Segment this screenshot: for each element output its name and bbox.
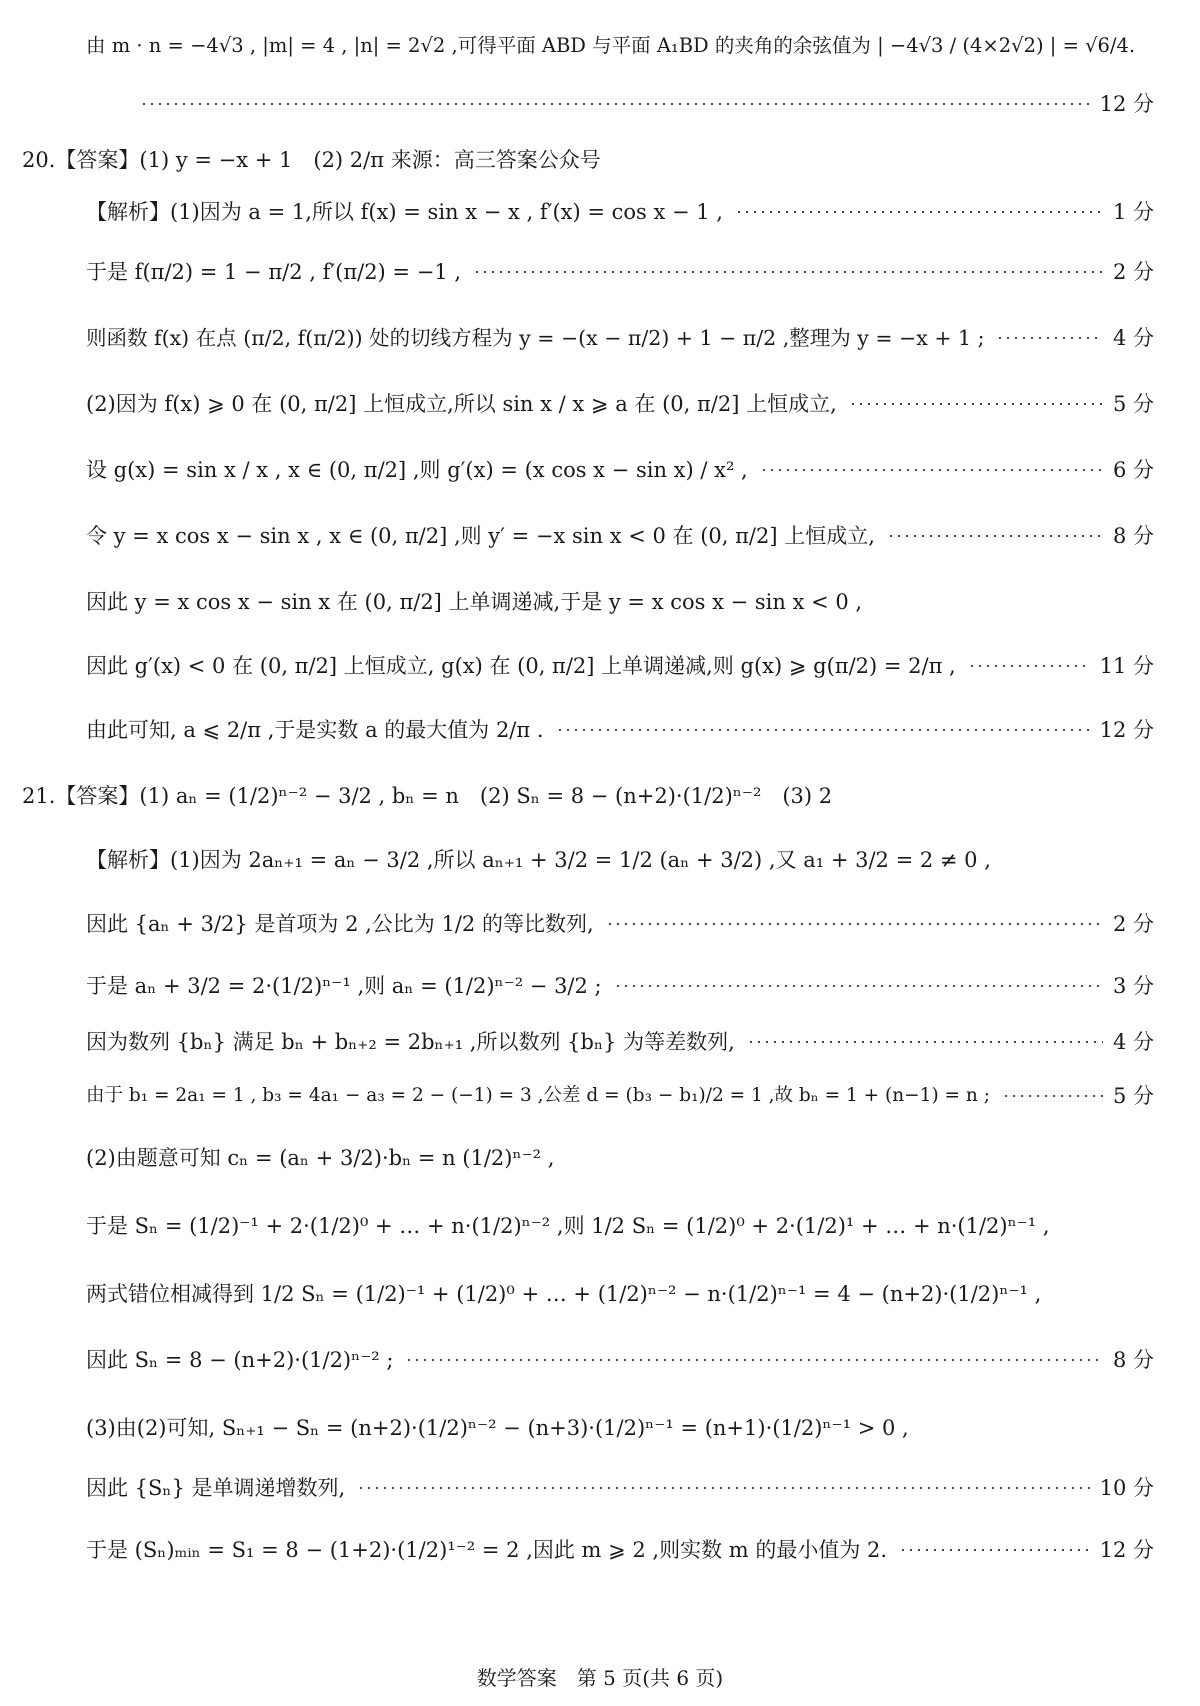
step-text: 因此 g′(x) < 0 在 (0, π/2] 上恒成立, g(x) 在 (0, π/2] 上单调递减,则 g(x) ⩾ g(π/2) = 2/π , [86, 653, 956, 678]
score: 4 分 [1112, 325, 1154, 350]
leader-dots [887, 535, 1103, 537]
top-line-1 [86, 18, 1154, 74]
q21-step [86, 896, 1154, 952]
leader-dots [556, 729, 1090, 731]
step-text: 【解析】(1)因为 2aₙ₊₁ = aₙ − 3/2 ,所以 aₙ₊₁ + 3/2 = 1/2 (aₙ + 3/2) ,又 a₁ + 3/2 = 2 ≠ 0 , [86, 847, 991, 872]
leader-dots [357, 1487, 1089, 1489]
q20-answer-text: 20.【答案】(1) y = −x + 1 (2) 2/π 来源：高三答案公众号 [22, 147, 601, 172]
score: 5 分 [1112, 391, 1154, 416]
q21-step [86, 958, 1154, 1014]
step-text: (2)由题意可知 cₙ = (aₙ + 3/2)·bₙ = n (1/2)ⁿ⁻² , [86, 1145, 555, 1170]
q21-answer [22, 768, 1154, 824]
q21-step [86, 832, 1154, 888]
q21-step [86, 1332, 1154, 1388]
leader-dots [606, 923, 1103, 925]
step-text: 由于 b₁ = 2a₁ = 1 , b₃ = 4a₁ − a₃ = 2 − (−1) = 3 ,公差 d = (b₃ − b₁)/2 = 1 ,故 bₙ = 1 + (n−1) = n ; [86, 1084, 990, 1106]
step-text: 由此可知, a ⩽ 2/π ,于是实数 a 的最大值为 2/π . [86, 717, 544, 742]
step-text: 因此 y = x cos x − sin x 在 (0, π/2] 上单调递减,于是 y = x cos x − sin x < 0 , [86, 589, 863, 614]
leader-dots [614, 985, 1103, 987]
step-text: 因此 {Sₙ} 是单调递增数列, [86, 1475, 346, 1500]
step-text: (3)由(2)可知, Sₙ₊₁ − Sₙ = (n+2)·(1/2)ⁿ⁻² − (n+3)·(1/2)ⁿ⁻¹ = (n+1)·(1/2)ⁿ⁻¹ > 0 , [86, 1415, 909, 1440]
leader-dots [735, 211, 1103, 213]
q20-step [86, 184, 1154, 240]
step-text: 因此 Sₙ = 8 − (n+2)·(1/2)ⁿ⁻² ; [86, 1347, 394, 1372]
q21-step [86, 1400, 1154, 1456]
score: 6 分 [1112, 457, 1154, 482]
leader-dots [760, 469, 1103, 471]
step-text: (2)因为 f(x) ⩾ 0 在 (0, π/2] 上恒成立,所以 sin x / x ⩾ a 在 (0, π/2] 上恒成立, [86, 391, 837, 416]
leader-dots [968, 665, 1090, 667]
score: 12 分 [1099, 91, 1154, 116]
q20-step [86, 702, 1154, 758]
score: 10 分 [1099, 1475, 1154, 1500]
score: 12 分 [1099, 1537, 1154, 1562]
step-text: 于是 (Sₙ)ₘᵢₙ = S₁ = 8 − (1+2)·(1/2)¹⁻² = 2 ,因此 m ⩾ 2 ,则实数 m 的最小值为 2. [86, 1537, 888, 1562]
q20-step [86, 442, 1154, 498]
step-text: 于是 aₙ + 3/2 = 2·(1/2)ⁿ⁻¹ ,则 aₙ = (1/2)ⁿ⁻² − 3/2 ; [86, 973, 602, 998]
q20-step [86, 310, 1154, 366]
score: 2 分 [1112, 259, 1154, 284]
score: 11 分 [1099, 653, 1154, 678]
step-text: 于是 Sₙ = (1/2)⁻¹ + 2·(1/2)⁰ + … + n·(1/2)ⁿ⁻² ,则 1/2 Sₙ = (1/2)⁰ + 2·(1/2)¹ + … + n·(1/2)ⁿ⁻¹ , [86, 1213, 1050, 1238]
q20-step [86, 376, 1154, 432]
step-text: 于是 f(π/2) = 1 − π/2 , f′(π/2) = −1 , [86, 259, 462, 284]
q21-step [86, 1130, 1154, 1186]
q21-answer-text: 21.【答案】(1) aₙ = (1/2)ⁿ⁻² − 3/2 , bₙ = n (2) Sₙ = 8 − (n+2)·(1/2)ⁿ⁻² (3) 2 [22, 783, 833, 808]
score: 5 分 [1112, 1083, 1154, 1108]
step-text: 【解析】(1)因为 a = 1,所以 f(x) = sin x − x , f′(x) = cos x − 1 , [86, 199, 723, 224]
score: 1 分 [1112, 199, 1154, 224]
page-footer: 数学答案 第 5 页(共 6 页) [476, 1666, 724, 1690]
leader-dots [849, 403, 1103, 405]
leader-dots [140, 103, 1090, 105]
step-text: 两式错位相减得到 1/2 Sₙ = (1/2)⁻¹ + (1/2)⁰ + … + (1/2)ⁿ⁻² − n·(1/2)ⁿ⁻¹ = 4 − (n+2)·(1/2)ⁿ⁻¹ , [86, 1281, 1042, 1306]
step-text: 设 g(x) = sin x / x , x ∈ (0, π/2] ,则 g′(x) = (x cos x − sin x) / x² , [86, 457, 748, 482]
q20-step [86, 574, 1154, 630]
q21-step [86, 1198, 1154, 1254]
q21-step [86, 1460, 1154, 1516]
q20-step [86, 244, 1154, 300]
q20-step [86, 508, 1154, 564]
q21-step [86, 1266, 1154, 1322]
score: 12 分 [1099, 717, 1154, 742]
leader-dots [473, 271, 1103, 273]
step-text: 则函数 f(x) 在点 (π/2, f(π/2)) 处的切线方程为 y = −(x − π/2) + 1 − π/2 ,整理为 y = −x + 1 ; [86, 325, 985, 350]
score: 3 分 [1112, 973, 1154, 998]
step-text: 令 y = x cos x − sin x , x ∈ (0, π/2] ,则 y′ = −x sin x < 0 在 (0, π/2] 上恒成立, [86, 523, 875, 548]
step-text: 因为数列 {bₙ} 满足 bₙ + bₙ₊₂ = 2bₙ₊₁ ,所以数列 {bₙ} 为等差数列, [86, 1029, 735, 1054]
score: 4 分 [1112, 1029, 1154, 1054]
leader-dots [747, 1041, 1103, 1043]
leader-dots [996, 337, 1102, 339]
q20-answer [22, 132, 1154, 188]
leader-dots [405, 1359, 1102, 1361]
score: 8 分 [1112, 523, 1154, 548]
leader-dots [899, 1549, 1090, 1551]
top-line-1-text: 由 m · n = −4√3 , |m| = 4 , |n| = 2√2 ,可得平面 ABD 与平面 A₁BD 的夹角的余弦值为 | −4√3 / (4×2√2) | = √6/4. [86, 34, 1136, 58]
q21-step [86, 1068, 1154, 1124]
q21-step [86, 1522, 1154, 1578]
top-line-2 [128, 76, 1154, 132]
q21-step [86, 1014, 1154, 1070]
leader-dots [1002, 1095, 1103, 1097]
score: 2 分 [1112, 911, 1154, 936]
q20-step [86, 638, 1154, 694]
step-text: 因此 {aₙ + 3/2} 是首项为 2 ,公比为 1/2 的等比数列, [86, 911, 594, 936]
score: 8 分 [1112, 1347, 1154, 1372]
